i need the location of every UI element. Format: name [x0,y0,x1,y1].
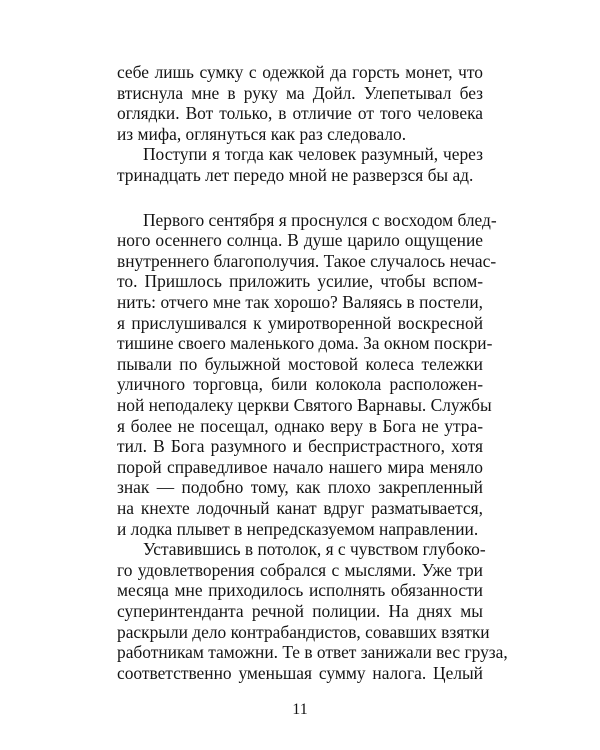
text-line: я более не посещал, однако веру в Бога не утра- [117,415,483,436]
text-line: из мифа, оглянуться как раз следовало. [117,123,407,144]
text-line: суперинтенданта речной полиции. На днях мы [117,601,483,621]
page-number: 11 [292,701,308,718]
text-line: Поступи я тогда как человек разумный, через [143,144,483,165]
text-line: тринадцать лет передо мной не разверзся бы ад. [117,165,474,185]
text-line: то. Пришлось приложить усилие, чтобы вспом- [117,271,483,292]
text-line: пывали по булыжной мостовой колеса тележки [117,353,483,374]
text-line: внутреннего благополучия. Такое случалось нечас- [117,250,497,271]
text-line: ного осеннего солнца. В душе царило ощущение [117,230,483,251]
text-line: знак — подобно тому, как плохо закрепленный [117,477,483,498]
text-line: оглядки. Вот только, в отличие от того человека [117,103,483,124]
text-line: тил. В Бога разумного и беспристрастного, хотя [117,436,483,457]
text-line: Первого сентября я проснулся с восходом блед- [143,209,497,230]
text-line: месяца мне приходилось исполнять обязанности [117,580,483,601]
text-line: нить: отчего мне так хорошо? Валяясь в постели, [117,292,483,312]
text-line: раскрыли дело контрабандистов, совавших взятки [117,621,490,642]
text-line: на кнехте лодочный канат вдруг разматывается, [117,498,483,518]
text-line: соответственно уменьшая сумму налога. Целый [117,662,483,683]
text-line: себе лишь сумку с одежкой да горсть монет, что [117,62,483,82]
text-line: тишине своего маленького дома. За окном поскри- [117,333,493,354]
text-line: уличного торговца, били колокола расположен- [117,374,483,395]
text-line: я прислушивался к умиротворенной воскресной [117,312,483,333]
text-line: го удовлетворения собрался с мыслями. Уже три [117,559,483,580]
text-line: Уставившись в потолок, я с чувством глубоко- [143,539,486,560]
text-line: работникам таможни. Те в ответ занижали вес груза, [117,642,508,663]
text-line: втиснула мне в руку ма Дойл. Улепетывал без [117,82,483,103]
text-line: ной неподалеку церкви Святого Варнавы. Службы [117,395,492,415]
text-line: порой справедливое начало нашего мира меняло [117,456,483,477]
text-line: и лодка плывет в непредсказуемом направлении. [117,518,479,539]
